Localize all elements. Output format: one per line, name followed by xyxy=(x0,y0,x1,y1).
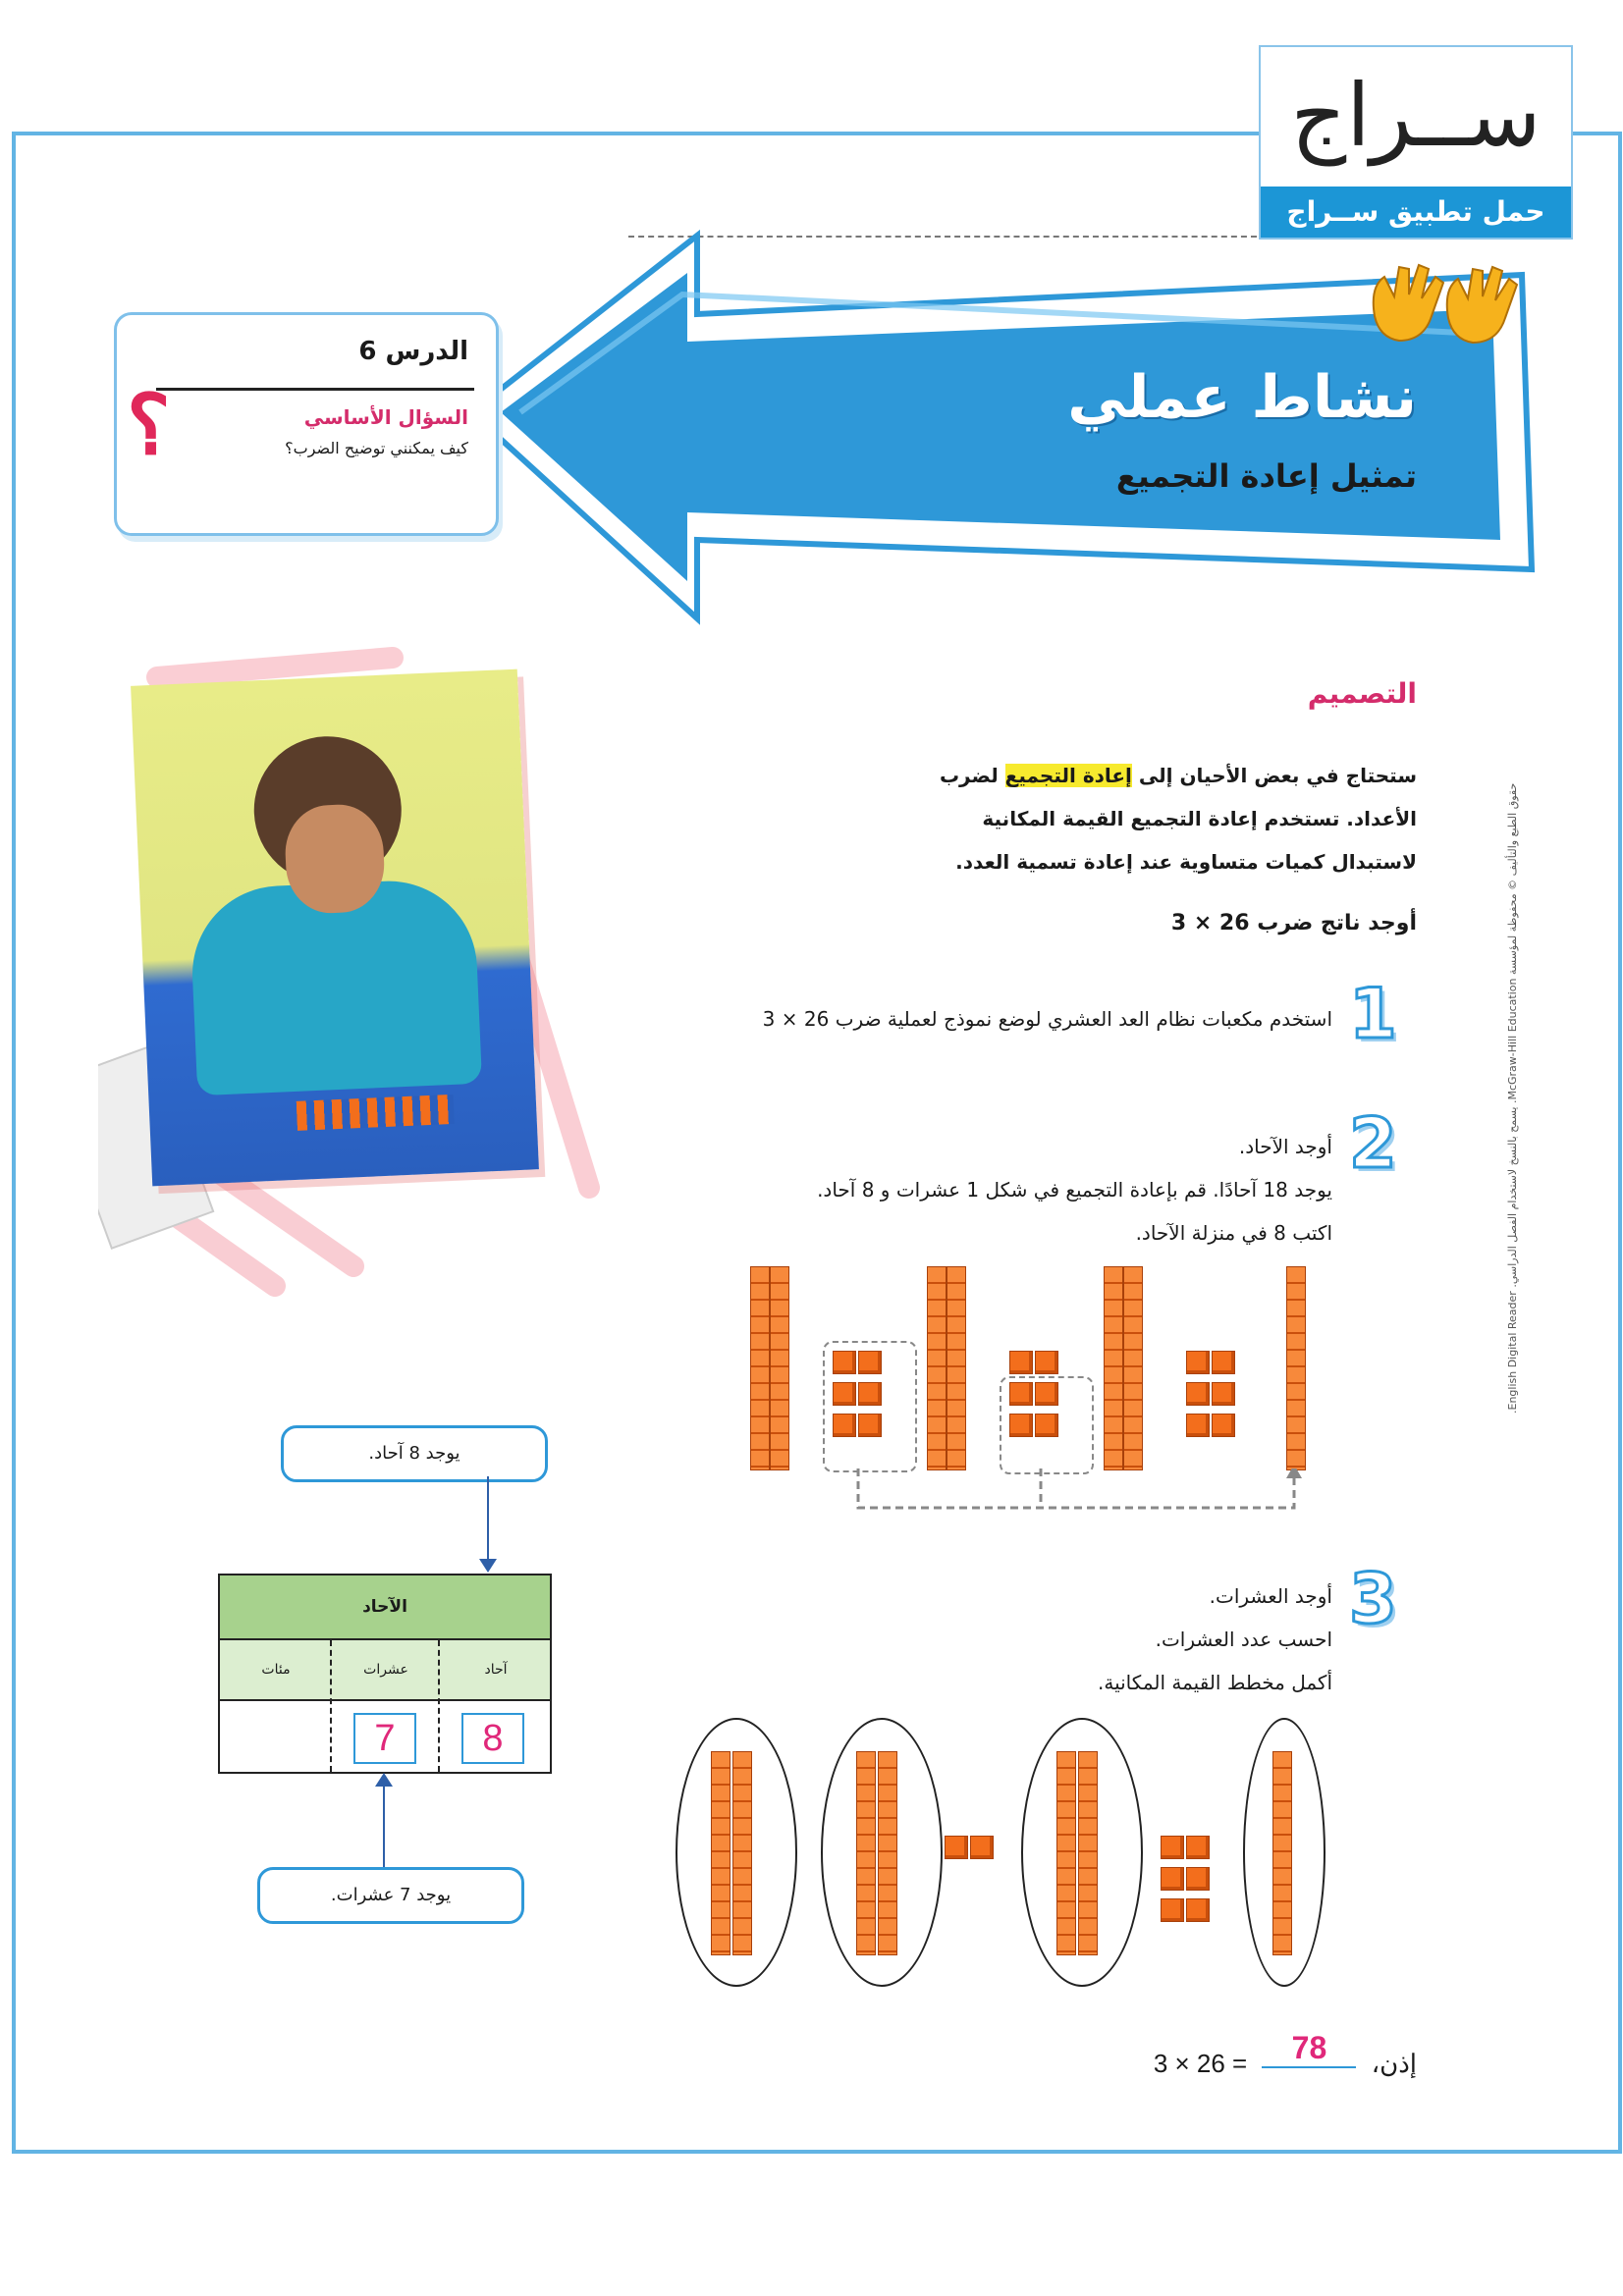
unit-cube xyxy=(1186,1898,1210,1922)
callout-ones: يوجد 8 آحاد. xyxy=(281,1425,548,1482)
photo-face xyxy=(284,803,387,915)
tens-rod xyxy=(750,1266,770,1470)
unit-cube xyxy=(970,1836,994,1859)
unit-cube xyxy=(1186,1867,1210,1891)
column-hundreds: مئات xyxy=(261,1662,291,1678)
tens-rod xyxy=(732,1751,752,1955)
column-ones: آحاد xyxy=(484,1662,508,1678)
essential-question: كيف يمكنني توضيح الضرب؟ xyxy=(285,439,468,457)
answer-value: 78 xyxy=(1291,2030,1327,2065)
design-line-2: الأعداد. تستخدم إعادة التجميع القيمة المكانية xyxy=(982,807,1417,830)
unit-cube xyxy=(1186,1414,1210,1437)
unit-cube xyxy=(833,1351,856,1374)
step-3-line-2: احسب عدد العشرات. xyxy=(1155,1628,1332,1651)
lesson-divider xyxy=(156,388,474,391)
brand-name: ســراج xyxy=(1290,65,1542,166)
step-2-line-1: أوجد الآحاد. xyxy=(1238,1135,1332,1158)
essential-question-title: السؤال الأساسي xyxy=(303,405,468,429)
ones-value-box[interactable]: 8 xyxy=(461,1713,524,1764)
callout-tens: يوجد 7 عشرات. xyxy=(257,1867,524,1924)
tens-rod xyxy=(1123,1266,1143,1470)
regrouped-tens-rod xyxy=(1286,1266,1306,1470)
unit-cube xyxy=(1186,1351,1210,1374)
unit-cube xyxy=(1035,1414,1058,1437)
step-3-text xyxy=(1098,1575,1332,1704)
tens-rod xyxy=(856,1751,876,1955)
hands-icon xyxy=(1365,257,1522,355)
brand-logo[interactable] xyxy=(1259,45,1573,240)
answer-blank[interactable] xyxy=(1262,2030,1356,2068)
unit-cube xyxy=(1161,1867,1184,1891)
tens-rod xyxy=(1078,1751,1098,1955)
column-tens: عشرات xyxy=(363,1662,408,1678)
arrow-up-icon xyxy=(375,1773,393,1789)
tens-rod xyxy=(927,1266,947,1470)
step-2-text xyxy=(817,1125,1332,1255)
unit-cube xyxy=(833,1414,856,1437)
activity-title: نشاط عملي xyxy=(1067,363,1417,432)
regroup-arrow xyxy=(844,1468,1306,1518)
step-1-number: 1 xyxy=(1349,974,1397,1054)
student-photo xyxy=(131,669,539,1187)
tens-rod xyxy=(1104,1266,1123,1470)
unit-cube xyxy=(1212,1382,1235,1406)
place-value-columns xyxy=(220,1640,550,1701)
step-2-number: 2 xyxy=(1349,1103,1397,1184)
unit-cube xyxy=(1009,1351,1033,1374)
task-statement: أوجد ناتج ضرب 26 × 3 xyxy=(1170,911,1417,935)
unit-cube xyxy=(858,1351,882,1374)
unit-cube xyxy=(1161,1836,1184,1859)
step-1-line-1: استخدم مكعبات نظام العد العشري لوضع نموذج لعملية ضرب 26 × 3 xyxy=(762,1007,1332,1031)
tens-rod xyxy=(1272,1751,1292,1955)
highlight-term: إعادة التجميع xyxy=(1004,764,1132,787)
answer-expression: 3 × 26 = xyxy=(1153,2049,1248,2078)
unit-cube xyxy=(1212,1414,1235,1437)
design-heading: التصميم xyxy=(1307,677,1417,710)
unit-cube xyxy=(858,1414,882,1437)
tens-rod xyxy=(878,1751,897,1955)
unit-cube xyxy=(833,1382,856,1406)
photo-blocks xyxy=(297,1095,455,1131)
answer-line xyxy=(1153,2030,1417,2082)
design-line-1-end: لضرب xyxy=(939,764,1005,787)
unit-cube xyxy=(1035,1382,1058,1406)
unit-cube xyxy=(1009,1382,1033,1406)
unit-cube xyxy=(1212,1351,1235,1374)
step-1-text xyxy=(763,997,1332,1041)
unit-cube xyxy=(1186,1836,1210,1859)
place-value-header: الآحاد xyxy=(220,1575,550,1640)
brand-tagline: حمل تطبيق ســراج xyxy=(1261,187,1571,238)
column-divider xyxy=(330,1640,332,1772)
unit-cube xyxy=(1009,1414,1033,1437)
unit-cube xyxy=(1161,1898,1184,1922)
step-2-line-2: يوجد 18 آحادًا. قم بإعادة التجميع في شكل 1 عشرات و 8 آحاد. xyxy=(817,1178,1332,1201)
tens-rod xyxy=(1056,1751,1076,1955)
answer-prefix: إذن، xyxy=(1371,2049,1417,2078)
design-paragraph xyxy=(710,754,1417,883)
design-line-1 xyxy=(710,754,1417,797)
place-value-chart xyxy=(218,1574,552,1774)
question-mark-icon: ؟ xyxy=(127,376,171,473)
tens-rod xyxy=(947,1266,966,1470)
tens-rod xyxy=(711,1751,730,1955)
step-2-line-3: اكتب 8 في منزلة الآحاد. xyxy=(1135,1221,1332,1245)
callout-tens-connector xyxy=(383,1785,385,1867)
tens-value-box[interactable]: 7 xyxy=(353,1713,416,1764)
design-line-1-start: ستحتاج في بعض الأحيان إلى xyxy=(1131,764,1417,787)
unit-cube xyxy=(1186,1382,1210,1406)
step-3-line-3: أكمل مخطط القيمة المكانية. xyxy=(1098,1671,1332,1694)
unit-cube xyxy=(1035,1351,1058,1374)
copyright-note: حقوق الطبع والتأليف © محفوظة لمؤسسة McGraw-Hill Education. يسمح بالنسخ لاستخدام الفصل الدراسي. English Digital Reader. xyxy=(1506,782,1519,1414)
lesson-card xyxy=(114,312,499,536)
unit-cube xyxy=(858,1382,882,1406)
design-line-3: لاستبدال كميات متساوية عند إعادة تسمية العدد. xyxy=(955,850,1417,874)
step-3-number: 3 xyxy=(1349,1559,1397,1639)
callout-ones-connector xyxy=(487,1476,489,1571)
activity-subtitle: تمثيل إعادة التجميع xyxy=(1115,457,1417,495)
column-divider xyxy=(438,1640,440,1772)
lesson-number: الدرس 6 xyxy=(358,337,468,366)
step-3-line-1: أوجد العشرات. xyxy=(1209,1584,1332,1608)
tens-rod xyxy=(770,1266,789,1470)
arrow-down-icon xyxy=(479,1559,497,1575)
unit-cube xyxy=(945,1836,968,1859)
